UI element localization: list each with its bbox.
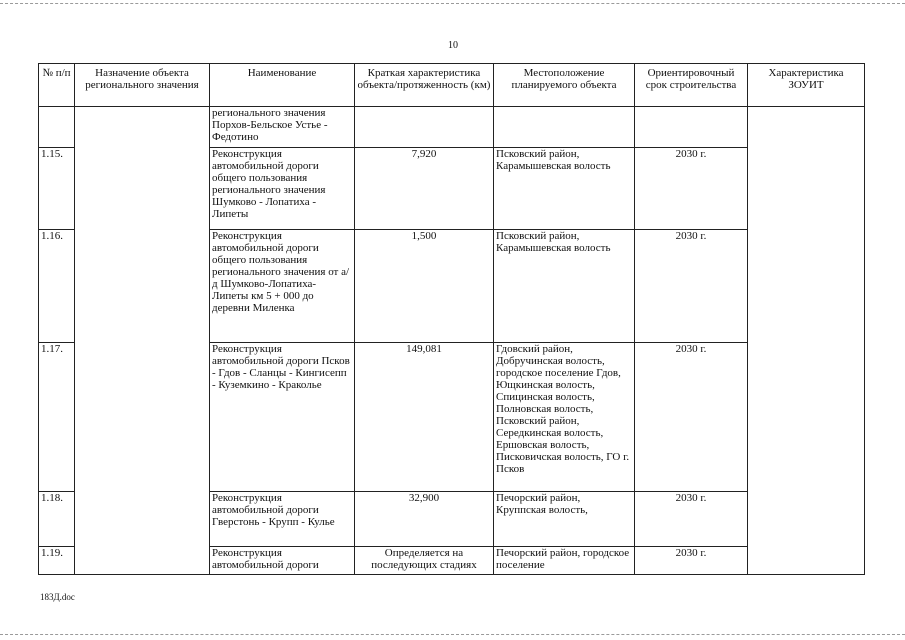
objects-table — [38, 63, 865, 575]
row-name: Реконструкция автомобильной дороги Гверстонь - Крупп - Кулье — [210, 492, 355, 547]
row-location: Гдовский район, Добручинская волость, городское поселение Гдов, Ющкинская волость, Спицинская волость, Полновская волость, Псковский район, Середкинская волость, Ершовская волость, Писковичская волость, ГО г. Псков — [494, 343, 635, 492]
table-row — [39, 107, 865, 148]
row-name: регионального значения Порхов-Бельское Устье - Федотино — [210, 107, 355, 148]
row-num: 1.17. — [39, 343, 75, 492]
row-name: Реконструкция автомобильной дороги общего пользования регионального значения Шумково - Лопатиха - Липеты — [210, 148, 355, 230]
row-characteristic: 149,081 — [355, 343, 494, 492]
row-location: Псковский район, Карамышевская волость — [494, 148, 635, 230]
row-characteristic: Определяется на последующих стадиях — [355, 547, 494, 575]
header-name: Наименование — [210, 64, 355, 107]
row-location — [494, 107, 635, 148]
header-term: Ориентировочный срок строительства — [635, 64, 748, 107]
row-characteristic — [355, 107, 494, 148]
row-term: 2030 г. — [635, 148, 748, 230]
header-num: № п/п — [39, 64, 75, 107]
row-num: 1.16. — [39, 230, 75, 343]
row-characteristic: 32,900 — [355, 492, 494, 547]
row-characteristic: 1,500 — [355, 230, 494, 343]
row-num — [39, 107, 75, 148]
header-zouit: Характеристика ЗОУИТ — [748, 64, 865, 107]
row-term: 2030 г. — [635, 547, 748, 575]
row-location: Печорский район, городское поселение — [494, 547, 635, 575]
row-term — [635, 107, 748, 148]
row-term: 2030 г. — [635, 343, 748, 492]
row-num: 1.15. — [39, 148, 75, 230]
row-num: 1.19. — [39, 547, 75, 575]
page-number: 10 — [448, 40, 458, 51]
scan-edge-top — [0, 3, 905, 4]
row-name: Реконструкция автомобильной дороги Псков - Гдов - Сланцы - Кингисепп - Куземкино - Краколье — [210, 343, 355, 492]
header-location: Местоположение планируемого объекта — [494, 64, 635, 107]
purpose-cell — [75, 107, 210, 575]
table-header-row — [39, 64, 865, 107]
row-name: Реконструкция автомобильной дороги общего пользования регионального значения от а/д Шумково-Лопатиха-Липеты км 5 + 000 до деревни Миленка — [210, 230, 355, 343]
header-characteristic: Краткая характеристика объекта/протяженность (км) — [355, 64, 494, 107]
zouit-cell — [748, 107, 865, 575]
row-term: 2030 г. — [635, 230, 748, 343]
scan-edge-bottom — [0, 634, 905, 635]
row-location: Псковский район, Карамышевская волость — [494, 230, 635, 343]
header-purpose: Назначение объекта регионального значения — [75, 64, 210, 107]
row-characteristic: 7,920 — [355, 148, 494, 230]
row-num: 1.18. — [39, 492, 75, 547]
footer-filename: 183Д.doc — [40, 592, 75, 602]
row-term: 2030 г. — [635, 492, 748, 547]
row-location: Печорский район, Круппская волость, — [494, 492, 635, 547]
row-name: Реконструкция автомобильной дороги — [210, 547, 355, 575]
